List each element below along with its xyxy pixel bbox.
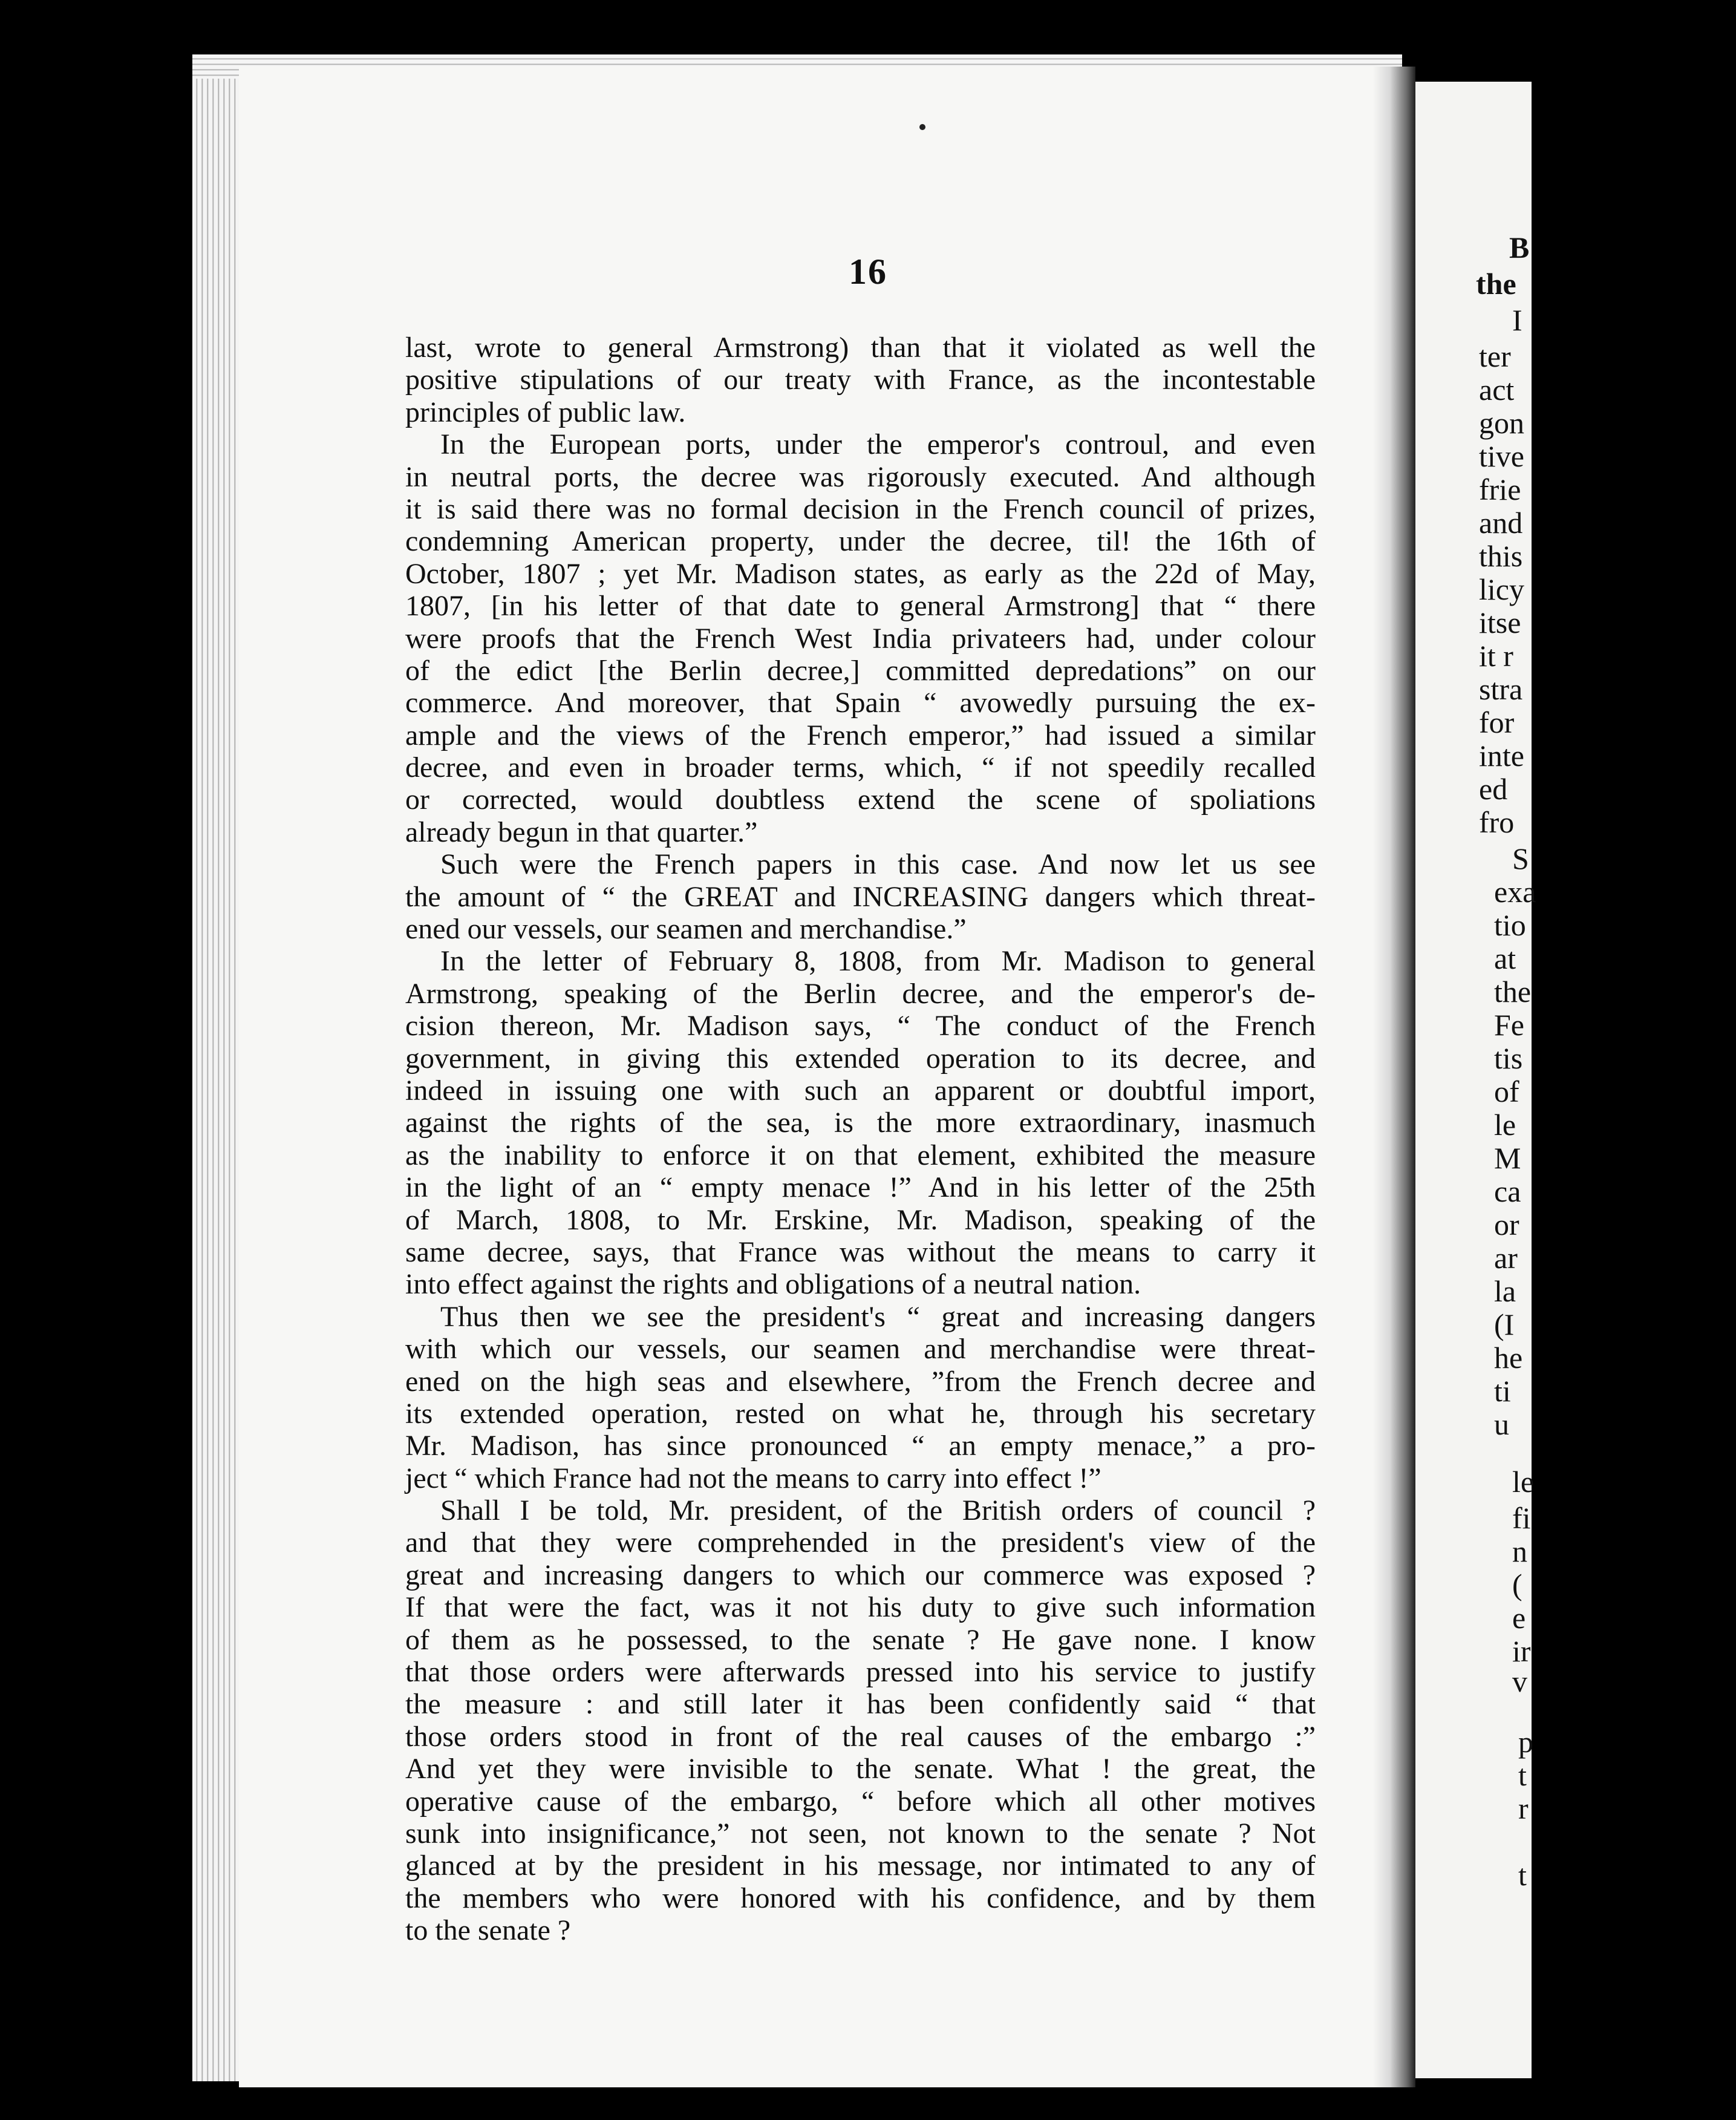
text-line: government, in giving this extended operation to its decree, and xyxy=(405,1042,1316,1075)
text-line: as the inability to enforce it on that element, exhibited the measure xyxy=(405,1139,1316,1171)
text-line: ened our vessels, our seamen and merchandise.” xyxy=(405,913,967,946)
facing-text-fragment: v xyxy=(1512,1664,1527,1698)
text-line: Such were the French papers in this case. And now let us see xyxy=(440,848,1316,881)
text-line: condemning American property, under the decree, til! the 16th of xyxy=(405,525,1316,558)
facing-text-fragment: I xyxy=(1512,303,1522,337)
facing-text-fragment: ed xyxy=(1479,772,1508,806)
gutter-shadow xyxy=(1373,67,1415,2087)
facing-text-fragment: Fe xyxy=(1494,1008,1524,1042)
facing-text-fragment: le xyxy=(1494,1108,1516,1142)
facing-text-fragment: and xyxy=(1479,506,1523,540)
text-line: in the light of an “ empty menace !” And in his letter of the 25th xyxy=(405,1171,1316,1204)
text-line: sunk into insignificance,” not seen, not known to the senate ? Not xyxy=(405,1817,1316,1850)
text-line: were proofs that the French West India privateers had, under colour xyxy=(405,622,1316,655)
facing-text-fragment: licy xyxy=(1479,572,1524,606)
facing-text-fragment: ter xyxy=(1479,339,1511,373)
text-line: positive stipulations of our treaty with France, as the incontestable xyxy=(405,364,1316,396)
text-line: commerce. And moreover, that Spain “ avowedly pursuing the ex- xyxy=(405,687,1316,719)
facing-text-fragment: fro xyxy=(1479,805,1515,839)
facing-text-fragment: this xyxy=(1479,539,1523,573)
page-number: 16 xyxy=(849,252,887,292)
text-line: against the rights of the sea, is the more extraordinary, inasmuch xyxy=(405,1107,1316,1139)
text-line: already begun in that quarter.” xyxy=(405,816,758,848)
facing-text-fragment: ca xyxy=(1494,1174,1521,1208)
facing-text-fragment: n xyxy=(1512,1534,1527,1568)
facing-text-fragment: at xyxy=(1494,941,1516,975)
ink-dot xyxy=(919,124,925,130)
facing-text-fragment: le xyxy=(1512,1465,1535,1499)
text-line: October, 1807 ; yet Mr. Madison states, as early as the 22d of May, xyxy=(405,557,1316,590)
facing-text-fragment: r xyxy=(1518,1791,1529,1825)
text-line: And yet they were invisible to the senate. What ! the great, the xyxy=(405,1753,1316,1785)
text-line: indeed in issuing one with such an apparent or doubtful import, xyxy=(405,1074,1316,1107)
text-line: 1807, [in his letter of that date to general Armstrong] that “ there xyxy=(405,590,1316,623)
facing-text-fragment: t xyxy=(1518,1758,1527,1792)
text-line: the amount of “ the GREAT and INCREASING dangers which threat- xyxy=(405,880,1316,913)
text-line: ample and the views of the French emperor,” had issued a similar xyxy=(405,719,1316,751)
facing-text-fragment: tis xyxy=(1494,1041,1523,1075)
text-line: operative cause of the embargo, “ before which all other motives xyxy=(405,1785,1316,1817)
facing-text-fragment: it r xyxy=(1479,639,1513,673)
text-line: of the edict [the Berlin decree,] committed depredations” on our xyxy=(405,654,1316,687)
facing-text-fragment: inte xyxy=(1479,739,1524,773)
text-line: decree, and even in broader terms, which, “ if not speedily recalled xyxy=(405,751,1316,784)
facing-text-fragment: e xyxy=(1512,1601,1526,1635)
facing-text-fragment: exa xyxy=(1494,875,1536,909)
text-line: last, wrote to general Armstrong) than that it violated as well the xyxy=(405,332,1316,364)
text-line: Mr. Madison, has since pronounced “ an empty menace,” a pro- xyxy=(405,1430,1316,1462)
facing-text-fragment: tive xyxy=(1479,439,1524,473)
facing-text-fragment: ir xyxy=(1512,1634,1531,1668)
facing-text-fragment: t xyxy=(1518,1858,1527,1892)
text-line: the members who were honored with his confidence, and by them xyxy=(405,1882,1316,1914)
facing-text-fragment: S xyxy=(1512,842,1529,875)
facing-text-fragment: act xyxy=(1479,373,1515,407)
text-line: it is said there was no formal decision in the French council of prizes, xyxy=(405,492,1316,525)
facing-text-fragment: ar xyxy=(1494,1241,1518,1275)
text-line: its extended operation, rested on what he, through his secretary xyxy=(405,1397,1316,1430)
facing-text-fragment: stra xyxy=(1479,672,1523,706)
facing-text-fragment: gon xyxy=(1479,406,1524,440)
text-line: Armstrong, speaking of the Berlin decree, and the emperor's de- xyxy=(405,977,1316,1010)
facing-text-fragment: fi xyxy=(1512,1501,1531,1535)
text-line: the measure : and still later it has been confidently said “ that xyxy=(405,1688,1316,1721)
text-line: cision thereon, Mr. Madison says, “ The conduct of the French xyxy=(405,1010,1316,1042)
text-line: glanced at by the president in his message, nor intimated to any of xyxy=(405,1850,1316,1882)
facing-text-fragment: frie xyxy=(1479,473,1521,506)
text-line: In the letter of February 8, 1808, from Mr. Madison to general xyxy=(440,945,1316,978)
facing-text-fragment: the xyxy=(1494,975,1532,1009)
facing-text-fragment: tio xyxy=(1494,908,1526,942)
facing-page xyxy=(1415,82,1536,2078)
facing-text-fragment: u xyxy=(1494,1407,1509,1441)
text-line: Shall I be told, Mr. president, of the British orders of council ? xyxy=(440,1494,1316,1527)
body-text xyxy=(405,332,1316,1947)
facing-text-fragment: ti xyxy=(1494,1374,1511,1408)
facing-text-fragment: for xyxy=(1479,705,1515,739)
text-line: into effect against the rights and obligations of a neutral nation. xyxy=(405,1268,1141,1301)
facing-text-fragment: la xyxy=(1494,1274,1516,1308)
facing-text-fragment: he xyxy=(1494,1341,1523,1375)
text-line: and that they were comprehended in the president's view of the xyxy=(405,1526,1316,1559)
facing-text-fragment: or xyxy=(1494,1208,1519,1242)
text-line: in neutral ports, the decree was rigorously executed. And although xyxy=(405,460,1316,493)
text-line: of them as he possessed, to the senate ? He gave none. I know xyxy=(405,1623,1316,1656)
text-line: of March, 1808, to Mr. Erskine, Mr. Madison, speaking of the xyxy=(405,1203,1316,1236)
facing-text-fragment: p xyxy=(1518,1725,1533,1759)
text-line: great and increasing dangers to which our commerce was exposed ? xyxy=(405,1559,1316,1591)
facing-text-fragment: of xyxy=(1494,1075,1519,1108)
text-line: with which our vessels, our seamen and merchandise were threat- xyxy=(405,1333,1316,1366)
facing-text-fragment: the xyxy=(1476,267,1516,301)
facing-text-fragment: itse xyxy=(1479,606,1521,640)
text-line: In the European ports, under the emperor's controul, and even xyxy=(440,428,1316,461)
facing-text-fragment: M xyxy=(1494,1141,1521,1175)
text-line: same decree, says, that France was without the means to carry it xyxy=(405,1235,1316,1268)
facing-text-fragment: (I xyxy=(1494,1307,1515,1341)
text-line: If that were the fact, was it not his duty to give such information xyxy=(405,1591,1316,1624)
text-line: those orders stood in front of the real causes of the embargo :” xyxy=(405,1720,1316,1753)
text-line: ject “ which France had not the means to carry into effect !” xyxy=(405,1462,1101,1494)
text-line: that those orders were afterwards pressed into his service to justify xyxy=(405,1656,1316,1689)
text-line: ened on the high seas and elsewhere, ”from the French decree and xyxy=(405,1365,1316,1398)
text-line: Thus then we see the president's “ great and increasing dangers xyxy=(440,1300,1316,1333)
text-line: to the senate ? xyxy=(405,1914,571,1947)
text-line: or corrected, would doubtless extend the scene of spoliations xyxy=(405,784,1316,816)
facing-text-fragment: B xyxy=(1509,231,1530,264)
text-line: principles of public law. xyxy=(405,396,686,428)
facing-text-fragment: ( xyxy=(1512,1568,1522,1601)
